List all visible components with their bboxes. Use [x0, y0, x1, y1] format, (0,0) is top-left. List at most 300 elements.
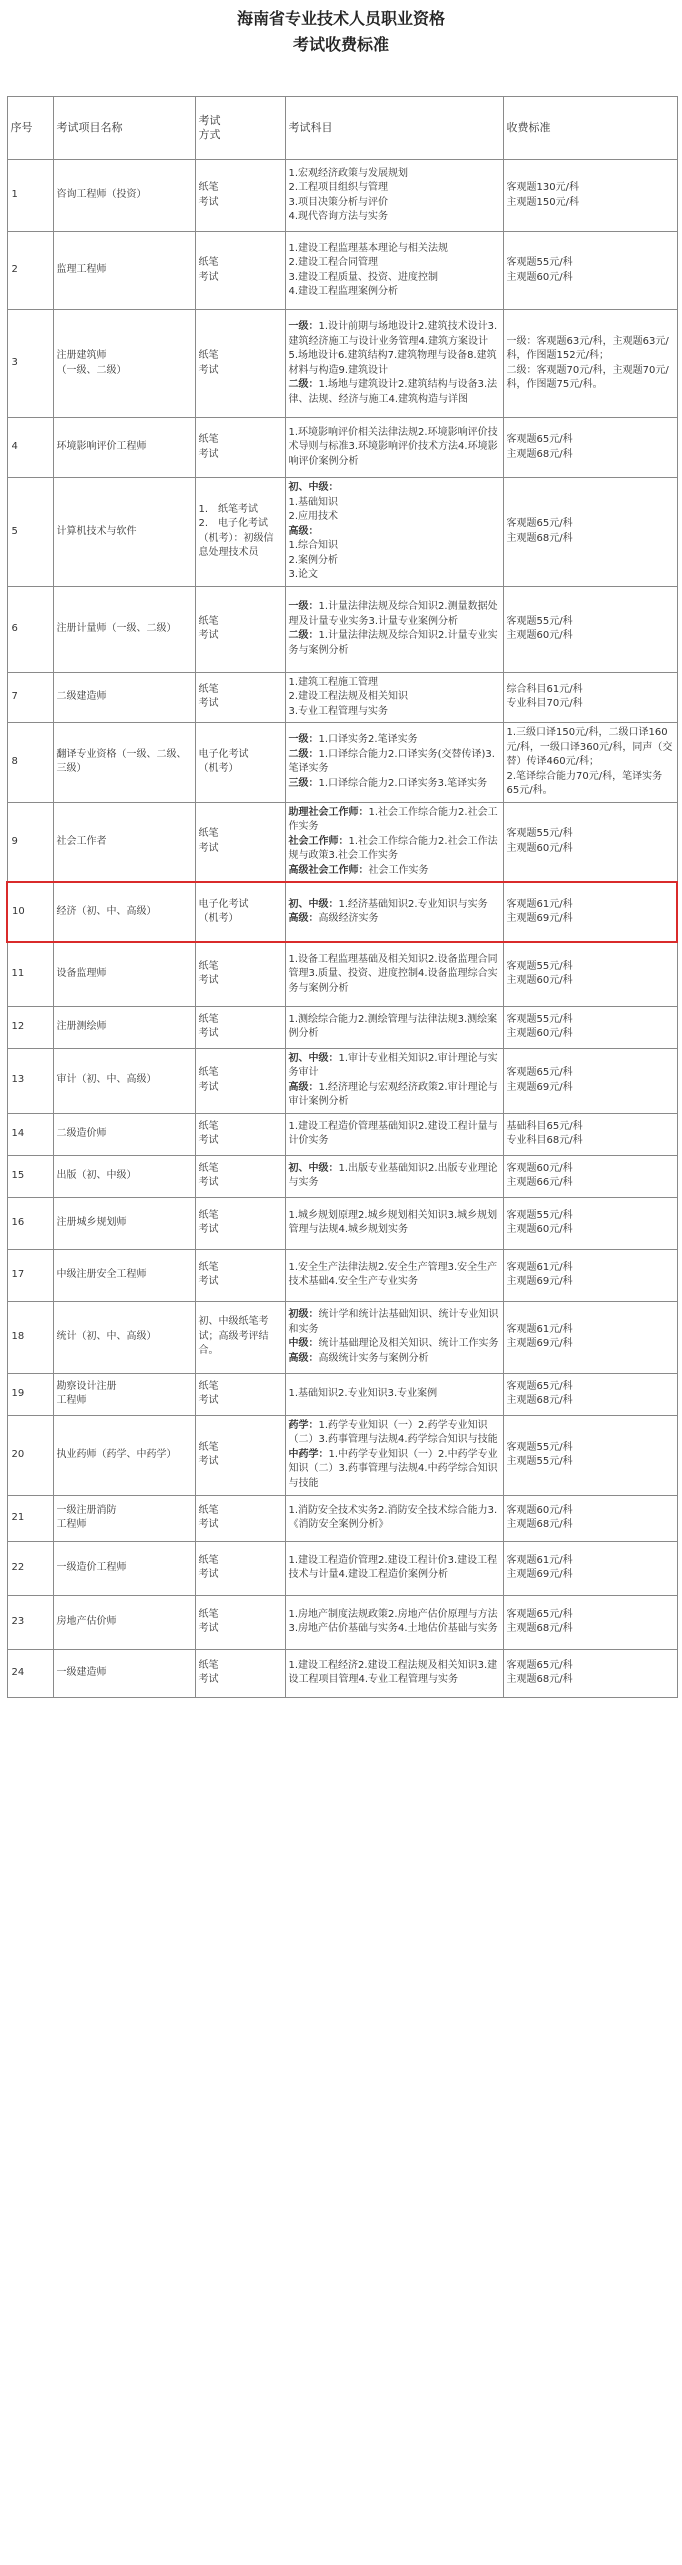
cell-no: 2 [7, 232, 53, 310]
fee-line: 客观题61元/科 [506, 1261, 573, 1273]
fee-line: 客观题65元/科 [506, 518, 573, 530]
subject-level: 一级： [288, 734, 319, 746]
cell-subjects [285, 942, 503, 1006]
table-body [7, 160, 677, 1698]
subject-text: 2.应用技术 [288, 511, 339, 522]
subject-text: 1.计量法律法规及综合知识2.测量数据处理及计量专业实务3.计量专业案例分析 [288, 601, 498, 627]
cell-name: 计算机技术与软件 [53, 478, 195, 587]
cell-name: 一级注册消防 工程师 [53, 1495, 195, 1541]
subject-line [289, 1504, 500, 1533]
subject-text: 1.建设工程造价管理基础知识2.建设工程计量与计价实务 [288, 1120, 498, 1146]
cell-subjects [285, 1541, 503, 1595]
subject-line [289, 496, 500, 511]
table-header-row [7, 97, 677, 160]
table-row [7, 160, 677, 232]
cell-mode: 电子化考试 （机考） [195, 723, 285, 803]
fee-line: 主观题60元/科 [506, 975, 573, 987]
cell-no: 4 [7, 418, 53, 478]
cell-no: 14 [7, 1113, 53, 1155]
subject-level: 二级： [288, 748, 319, 760]
subject-text: 1.宏观经济政策与发展规划 [288, 167, 409, 179]
cell-name: 注册建筑师 （一级、二级） [53, 310, 195, 418]
fee-line: 主观题60元/科 [506, 1028, 573, 1039]
subject-text: 1.口译实务2.笔译实务 [318, 734, 418, 746]
cell-mode: 纸笔 考试 [195, 1249, 285, 1301]
subject-line [289, 1337, 500, 1352]
cell-fee [503, 802, 677, 882]
cell-mode: 纸笔 考试 [195, 1495, 285, 1541]
cell-mode: 纸笔 考试 [195, 1197, 285, 1249]
subject-line [289, 510, 500, 525]
cell-fee [503, 1155, 677, 1197]
cell-subjects [285, 1649, 503, 1697]
subject-line [289, 1308, 500, 1337]
fee-line: 客观题130元/科 [506, 182, 579, 193]
subject-line [289, 539, 500, 554]
subject-line [289, 1659, 500, 1688]
subject-line [289, 1120, 500, 1149]
cell-subjects [285, 1197, 503, 1249]
cell-subjects [285, 723, 503, 803]
subject-line [289, 1261, 500, 1290]
cell-subjects [285, 1595, 503, 1649]
subject-line [289, 1448, 500, 1492]
subject-text: 1.建设工程经济2.建设工程法规及相关知识3.建设工程项目管理4.专业工程管理与实务 [288, 1659, 498, 1685]
table-row [7, 478, 677, 587]
table-row [7, 1595, 677, 1649]
cell-name: 房地产估价师 [53, 1595, 195, 1649]
subject-text: 1.中药学专业知识（一）2.中药学专业知识（二）3.药事管理与法规4.中药学综合知识与技能 [288, 1448, 498, 1489]
subject-text: 1.口译综合能力2.口译实务(交替传译)3.笔译实务 [288, 748, 495, 775]
subject-level: 初、中级： [288, 1052, 339, 1064]
cell-fee [503, 882, 677, 942]
cell-mode: 纸笔 考试 [195, 232, 285, 310]
subject-text: 1.综合知识 [288, 540, 339, 551]
cell-name: 统计（初、中、高级） [53, 1301, 195, 1373]
table-row [7, 1301, 677, 1373]
cell-no: 23 [7, 1595, 53, 1649]
subject-line [289, 525, 500, 540]
cell-name: 一级建造师 [53, 1649, 195, 1697]
subject-line [289, 554, 500, 569]
subject-level: 高级： [288, 1081, 319, 1093]
subject-text: 1.经济理论与宏观经济政策2.审计理论与审计案例分析 [288, 1081, 498, 1107]
subject-text: 社会工作实务 [368, 864, 429, 876]
cell-mode: 电子化考试 （机考） [195, 882, 285, 942]
subject-text: 1.口译综合能力2.口译实务3.笔译实务 [318, 777, 488, 789]
fee-line: 客观题65元/科 [506, 1380, 573, 1392]
table-row [7, 802, 677, 882]
cell-mode: 纸笔 考试 [195, 160, 285, 232]
subject-text: 4.建设工程监理案例分析 [288, 286, 399, 297]
table-row [7, 723, 677, 803]
table-row [7, 418, 677, 478]
table-row [7, 1113, 677, 1155]
subject-text: 1.基础知识 [288, 496, 339, 508]
subject-line [289, 953, 500, 997]
cell-fee [503, 1649, 677, 1697]
subject-line [289, 242, 500, 257]
cell-mode: 纸笔 考试 [195, 586, 285, 672]
subject-text: 1.审计专业相关知识2.审计理论与实务审计 [288, 1052, 498, 1078]
table-row [7, 1048, 677, 1113]
subject-level: 中级： [288, 1338, 319, 1349]
cell-subjects [285, 1006, 503, 1048]
subject-level: 二级： [288, 630, 319, 641]
subject-line [289, 1608, 500, 1637]
subject-line [289, 349, 500, 378]
fee-line: 客观题65元/科 [506, 434, 573, 445]
fee-table [6, 96, 678, 1698]
cell-subjects [285, 1415, 503, 1495]
cell-fee [503, 1249, 677, 1301]
subject-text: 高级经济实务 [318, 913, 379, 924]
cell-mode: 纸笔 考试 [195, 1155, 285, 1197]
cell-subjects [285, 1155, 503, 1197]
cell-subjects [285, 802, 503, 882]
subject-text: 1.安全生产法律法规2.安全生产管理3.安全生产技术基础4.安全生产专业实务 [288, 1261, 498, 1287]
subject-line [289, 806, 500, 835]
table-row [7, 1197, 677, 1249]
cell-no: 17 [7, 1249, 53, 1301]
fee-line: 主观题68元/科 [506, 1395, 573, 1406]
cell-name: 注册计量师（一级、二级） [53, 586, 195, 672]
table-row [7, 1155, 677, 1197]
subject-line [289, 426, 500, 470]
subject-text: 1.出版专业基础知识2.出版专业理论与实务 [288, 1162, 498, 1188]
subject-text: 1.设计前期与场地设计2.建筑技术设计3.建筑经济施工与设计业务管理4.建筑方案设计 [288, 321, 498, 347]
subject-level: 社会工作师： [288, 835, 349, 847]
table-row [7, 310, 677, 418]
subject-text: 3.项目决策分析与评价 [288, 196, 389, 208]
fee-line: 客观题55元/科 [506, 960, 573, 972]
cell-mode: 纸笔 考试 [195, 1048, 285, 1113]
table-row [7, 882, 677, 942]
cell-subjects [285, 418, 503, 478]
fee-line: 主观题68元/科 [506, 1519, 573, 1530]
table-row [7, 586, 677, 672]
subject-line [289, 629, 500, 658]
cell-subjects [285, 882, 503, 942]
subject-text: 统计基础理论及相关知识、统计工作实务 [318, 1338, 499, 1349]
table-row [7, 942, 677, 1006]
cell-mode: 初、中级纸笔考试；高级考评结合。 [195, 1301, 285, 1373]
subject-text: 1.建筑工程施工管理 [288, 676, 379, 688]
subject-line [289, 748, 500, 777]
table-row [7, 1006, 677, 1048]
fee-line: 客观题55元/科 [506, 1209, 573, 1221]
subject-level: 高级： [288, 1352, 319, 1364]
title-block [0, 0, 682, 64]
cell-name: 出版（初、中级） [53, 1155, 195, 1197]
cell-name: 执业药师（药学、中药学） [53, 1415, 195, 1495]
fee-line: 主观题69元/科 [506, 1569, 573, 1580]
subject-level: 高级： [288, 913, 319, 924]
subject-text: 1.测绘综合能力2.测绘管理与法律法规3.测绘案例分析 [288, 1013, 498, 1039]
cell-no: 8 [7, 723, 53, 803]
subject-line [289, 285, 500, 300]
cell-no: 11 [7, 942, 53, 1006]
cell-subjects [285, 1495, 503, 1541]
cell-fee [503, 1197, 677, 1249]
fee-line: 客观题60元/科 [506, 1504, 573, 1516]
fee-line: 二级：客观题70元/科，主观题70元/科，作图题75元/科。 [506, 364, 669, 390]
subject-text: 1.设备工程监理基础及相关知识2.设备监理合同管理3.质量、投资、进度控制4.设备监理综合实务与案例分析 [288, 953, 498, 994]
cell-name: 咨询工程师（投资） [53, 160, 195, 232]
cell-mode: 纸笔 考试 [195, 802, 285, 882]
cell-mode: 纸笔 考试 [195, 1541, 285, 1595]
fee-line: 主观题60元/科 [506, 271, 573, 283]
subject-line [289, 1209, 500, 1238]
header-name: 考试项目名称 [53, 97, 195, 160]
subject-level: 二级： [288, 379, 319, 390]
header-no: 序号 [7, 97, 53, 160]
cell-name: 翻译专业资格（一级、二级、三级） [53, 723, 195, 803]
subject-line [289, 864, 500, 879]
fee-line: 客观题55元/科 [506, 1441, 573, 1453]
cell-subjects [285, 160, 503, 232]
table-row [7, 1649, 677, 1697]
subject-line [289, 600, 500, 629]
cell-no: 21 [7, 1495, 53, 1541]
cell-mode: 纸笔 考试 [195, 672, 285, 723]
fee-line: 主观题60元/科 [506, 630, 573, 641]
fee-line: 客观题55元/科 [506, 615, 573, 627]
subject-line [289, 1554, 500, 1583]
table-row [7, 1373, 677, 1415]
subject-line [289, 835, 500, 864]
subject-text: 1.计量法律法规及综合知识2.计量专业实务与案例分析 [288, 630, 498, 656]
cell-no: 7 [7, 672, 53, 723]
subject-line [289, 568, 500, 583]
fee-line: 客观题55元/科 [506, 257, 573, 268]
fee-line: 主观题66元/科 [506, 1177, 573, 1188]
subject-line [289, 181, 500, 196]
fee-line: 客观题60元/科 [506, 1162, 573, 1174]
cell-fee [503, 160, 677, 232]
cell-subjects [285, 232, 503, 310]
cell-subjects [285, 1301, 503, 1373]
cell-fee [503, 942, 677, 1006]
cell-mode: 纸笔 考试 [195, 1649, 285, 1697]
cell-no: 10 [7, 882, 53, 942]
subject-line [289, 733, 500, 748]
cell-no: 12 [7, 1006, 53, 1048]
cell-no: 9 [7, 802, 53, 882]
subject-text: 1.建设工程造价管理2.建设工程计价3.建设工程技术与计量4.建设工程造价案例分析 [288, 1554, 498, 1580]
subject-line [289, 676, 500, 691]
cell-name: 中级注册安全工程师 [53, 1249, 195, 1301]
subject-level: 高级： [288, 525, 319, 537]
subject-line [289, 1052, 500, 1081]
cell-mode: 纸笔 考试 [195, 418, 285, 478]
cell-fee [503, 723, 677, 803]
header-mode: 考试 方式 [195, 97, 285, 160]
cell-name: 环境影响评价工程师 [53, 418, 195, 478]
fee-line: 客观题65元/科 [506, 1067, 573, 1078]
page-subtitle: 考试收费标准 [292, 35, 389, 54]
cell-name: 社会工作者 [53, 802, 195, 882]
subject-line [289, 777, 500, 792]
fee-line: 客观题65元/科 [506, 1659, 573, 1671]
fee-line: 主观题55元/科 [506, 1456, 573, 1467]
subject-level: 药学： [288, 1419, 319, 1431]
subject-text: 3.专业工程管理与实务 [288, 705, 389, 717]
cell-no: 15 [7, 1155, 53, 1197]
fee-line: 主观题69元/科 [506, 913, 573, 924]
subject-text: 1.经济基础知识2.专业知识与实务 [338, 898, 488, 910]
fee-line: 主观题69元/科 [506, 1338, 573, 1349]
subject-text: 3.建设工程质量、投资、进度控制 [288, 271, 439, 283]
header-fee: 收费标准 [503, 97, 677, 160]
fee-line: 主观题60元/科 [506, 842, 573, 854]
cell-fee [503, 1415, 677, 1495]
subject-line [289, 898, 500, 913]
cell-name: 审计（初、中、高级） [53, 1048, 195, 1113]
subject-line [289, 256, 500, 271]
fee-line: 客观题55元/科 [506, 1013, 573, 1025]
fee-line: 主观题60元/科 [506, 1224, 573, 1235]
fee-line: 主观题69元/科 [506, 1276, 573, 1287]
fee-line: 主观题69元/科 [506, 1081, 573, 1093]
subject-text: 统计学和统计法基础知识、统计专业知识和实务 [288, 1309, 499, 1335]
subject-line [289, 1162, 500, 1191]
cell-no: 6 [7, 586, 53, 672]
subject-level: 高级社会工作师： [288, 864, 369, 876]
cell-subjects [285, 478, 503, 587]
cell-no: 18 [7, 1301, 53, 1373]
subject-level: 一级： [288, 601, 319, 612]
subject-text: 1.场地与建筑设计2.建筑结构与设备3.法律、法规、经济与施工4.建筑构造与详图 [288, 379, 498, 405]
subject-level: 助理社会工作师： [288, 806, 369, 818]
subject-line [289, 1419, 500, 1448]
table-row [7, 1541, 677, 1595]
cell-no: 20 [7, 1415, 53, 1495]
fee-line: 专业科目70元/科 [506, 698, 583, 710]
page-title: 海南省专业技术人员职业资格 [236, 9, 445, 28]
fee-line: 客观题61元/科 [506, 1323, 573, 1335]
fee-line: 1.三级口译150元/科，二级口译160元/科，一级口译360元/科，同声（交替）传译460元/科； [506, 727, 673, 767]
cell-no: 5 [7, 478, 53, 587]
fee-line: 客观题55元/科 [506, 828, 573, 840]
subject-line [289, 690, 500, 705]
cell-mode: 纸笔 考试 [195, 942, 285, 1006]
table-row [7, 1415, 677, 1495]
fee-line: 主观题150元/科 [506, 196, 579, 208]
subject-line [289, 210, 500, 225]
fee-line: 主观题68元/科 [506, 1623, 573, 1634]
fee-line: 基础科目65元/科 [506, 1120, 583, 1132]
fee-line: 客观题61元/科 [506, 898, 573, 910]
cell-fee [503, 232, 677, 310]
subject-text: 3.论文 [288, 569, 319, 580]
subject-level: 初、中级： [288, 898, 339, 910]
cell-fee [503, 478, 677, 587]
cell-fee [503, 1048, 677, 1113]
subject-level: 初级： [288, 1309, 319, 1320]
subject-text: 1.消防安全技术实务2.消防安全技术综合能力3.《消防安全案例分析》 [288, 1504, 498, 1530]
cell-name: 设备监理师 [53, 942, 195, 1006]
subject-text: 2.工程项目组织与管理 [288, 182, 389, 193]
subject-text: 2.案例分析 [288, 554, 339, 566]
cell-fee [503, 1006, 677, 1048]
subject-text: 1.房地产制度法规政策2.房地产估价原理与方法3.房地产估价基础与实务4.土地估价基础与实务 [288, 1608, 498, 1634]
subject-text: 1.建设工程监理基本理论与相关法规 [288, 242, 449, 254]
cell-subjects [285, 672, 503, 723]
fee-line: 客观题61元/科 [506, 1554, 573, 1566]
fee-line: 专业科目68元/科 [506, 1135, 583, 1146]
cell-no: 16 [7, 1197, 53, 1249]
subject-text: 2.建设工程合同管理 [288, 257, 379, 268]
cell-mode: 纸笔 考试 [195, 1373, 285, 1415]
subject-level: 初、中级： [288, 482, 339, 493]
subject-text: 4.现代咨询方法与实务 [288, 211, 389, 222]
cell-mode: 1. 纸笔考试 2. 电子化考试（机考）：初级信息处理技术员 [195, 478, 285, 587]
fee-line: 主观题68元/科 [506, 532, 573, 544]
subject-text: 1.药学专业知识（一）2.药学专业知识（二）3.药事管理与法规4.药学综合知识与技能 [288, 1419, 498, 1446]
subject-level: 初、中级： [288, 1162, 339, 1174]
cell-name: 二级造价师 [53, 1113, 195, 1155]
cell-name: 注册城乡规划师 [53, 1197, 195, 1249]
cell-fee [503, 310, 677, 418]
cell-name: 一级造价工程师 [53, 1541, 195, 1595]
cell-mode: 纸笔 考试 [195, 310, 285, 418]
fee-line: 主观题68元/科 [506, 1674, 573, 1685]
cell-fee [503, 672, 677, 723]
subject-line [289, 271, 500, 286]
subject-text: 1.社会工作综合能力2.社会工作法规与政策3.社会工作实务 [288, 835, 498, 861]
subject-text: 2.建设工程法规及相关知识 [288, 691, 409, 702]
cell-subjects [285, 1113, 503, 1155]
subject-line [289, 167, 500, 182]
cell-fee [503, 586, 677, 672]
cell-subjects [285, 586, 503, 672]
cell-mode: 纸笔 考试 [195, 1113, 285, 1155]
cell-fee [503, 1113, 677, 1155]
subject-text: 高级统计实务与案例分析 [318, 1352, 429, 1364]
subject-line [289, 1352, 500, 1367]
table-row [7, 1495, 677, 1541]
cell-fee [503, 1495, 677, 1541]
subject-text: 1.基础知识2.专业知识3.专业案例 [288, 1387, 438, 1399]
header-subjects: 考试科目 [285, 97, 503, 160]
subject-line [289, 481, 500, 496]
cell-no: 19 [7, 1373, 53, 1415]
table-row [7, 1249, 677, 1301]
cell-fee [503, 1373, 677, 1415]
cell-name: 监理工程师 [53, 232, 195, 310]
cell-subjects [285, 310, 503, 418]
fee-line: 一级：客观题63元/科，主观题63元/科，作图题152元/科； [506, 335, 669, 361]
cell-mode: 纸笔 考试 [195, 1415, 285, 1495]
subject-line [289, 1387, 500, 1402]
cell-fee [503, 1595, 677, 1649]
subject-text: 1.城乡规划原理2.城乡规划相关知识3.城乡规划管理与法规4.城乡规划实务 [288, 1209, 498, 1235]
table-row [7, 232, 677, 310]
subject-level: 中药学： [288, 1448, 329, 1460]
cell-mode: 纸笔 考试 [195, 1006, 285, 1048]
cell-no: 1 [7, 160, 53, 232]
subject-line [289, 912, 500, 927]
cell-name: 经济（初、中、高级） [53, 882, 195, 942]
cell-no: 3 [7, 310, 53, 418]
table-row [7, 672, 677, 723]
cell-fee [503, 418, 677, 478]
cell-mode: 纸笔 考试 [195, 1595, 285, 1649]
cell-no: 24 [7, 1649, 53, 1697]
fee-line: 2.笔译综合能力70元/科，笔译实务65元/科。 [506, 770, 663, 796]
cell-name: 注册测绘师 [53, 1006, 195, 1048]
